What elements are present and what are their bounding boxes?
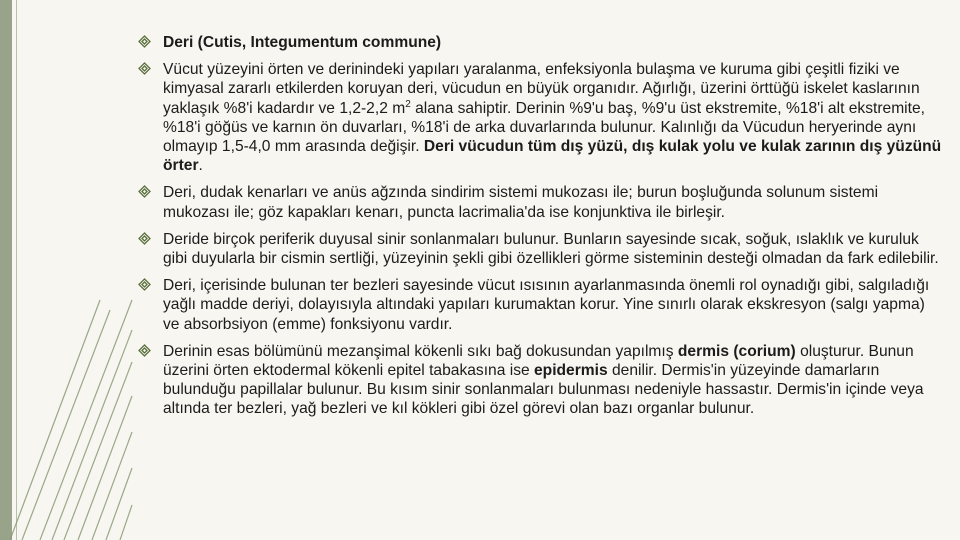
diagonal-lines-decoration xyxy=(0,0,135,540)
diamond-bullet-icon xyxy=(138,185,151,198)
dermis-term: dermis (corium) xyxy=(677,342,796,360)
junctions-text: Deri, dudak kenarları ve anüs ağzında sindirim sistemi mukozası ile; burun boşluğunda solunum sistemi mukozası ile; göz kapakları kenarı, puncta lacrimalia'da ise konjunktiva ile birleşir. xyxy=(163,184,879,221)
list-item-sensory xyxy=(138,230,944,268)
diamond-bullet-icon xyxy=(138,62,151,75)
list-item-junctions xyxy=(138,183,944,221)
thermoregulation-text: Deri, içerisinde bulunan ter bezleri sayesinde vücut ısısının ayarlanmasında önemli rol oynadığı gibi, salgıladığı yağlı madde deriyi, dolayısıyla altındaki yapıları kurumaktan korur. Yine sınırlı olarak ekskresyon (salgı yapma) ve absorbsiyon (emme) fonksiyonu vardır. xyxy=(163,277,930,333)
diamond-bullet-icon xyxy=(138,35,151,48)
layers-text-e: denilir. Dermis'in yüzeyinde damarların bulunduğu papillalar bulunur. Bu kısım sinir sonlanmaları bulunması nedeniyle hassastır. Dermis'in içinde veya altında ter bezleri, yağ bezleri ve kıl kökleri gibi özel görevi olan bazı organlar bulunur. xyxy=(163,362,924,418)
list-item-layers xyxy=(138,342,944,419)
layers-text-c: oluşturur. Bunun üzerini örten ektodermal kökenli epitel tabakasına ise xyxy=(163,342,914,380)
overview-text-1: Vücut yüzeyini örten ve derinindeki yapıları yaralanma, enfeksiyonla bulaşma ve kuruma gibi çeşitli fiziki ve kimyasal zararlı etkilerden koruyan deri, vücudun en büyük organıdır. Ağırlığı, üzerini örttüğü iskelet kaslarının yaklaşık %8'i kadardır ve 1,2-2,2 m xyxy=(163,61,920,117)
square-superscript: 2 xyxy=(405,98,411,110)
list-item-title xyxy=(138,33,944,52)
diamond-bullet-icon xyxy=(138,232,151,245)
list-item-thermoregulation xyxy=(138,276,944,334)
slide-title: Deri (Cutis, Integumentum commune) xyxy=(163,34,442,51)
bullet-list xyxy=(138,33,944,427)
layers-text-a: Derinin esas bölümünü mezanşimal kökenli sıkı bağ dokusundan yapılmış xyxy=(163,342,678,360)
epidermis-term: epidermis xyxy=(534,362,608,380)
list-item-overview xyxy=(138,60,944,175)
overview-bold-text: Deri vücudun tüm dış yüzü, dış kulak yolu ve kulak zarının dış yüzünü örter xyxy=(163,138,942,175)
diamond-bullet-icon xyxy=(138,344,151,357)
overview-text-2: alana sahiptir. Derinin %9'u baş, %9'u üst ekstremite, %18'i alt ekstremite, %18'i göğüs ve karnın ön duvarları, %18'i de arka duvarlarında bulunur. Kalınlığı da Vücudun heryerinde aynı olmayıp 1,5-4,0 mm arasında değişir. xyxy=(163,99,925,156)
overview-end: . xyxy=(198,157,203,175)
sensory-text: Deride birçok periferik duyusal sinir sonlanmaları bulunur. Bunların sayesinde sıcak, soğuk, ıslaklık ve kuruluk gibi duyularla bir cismin sertliği, yüzeyinin şekli gibi özellikleri görme sisteminin desteği olmadan da fark edilebilir. xyxy=(163,230,939,268)
diamond-bullet-icon xyxy=(138,278,151,291)
